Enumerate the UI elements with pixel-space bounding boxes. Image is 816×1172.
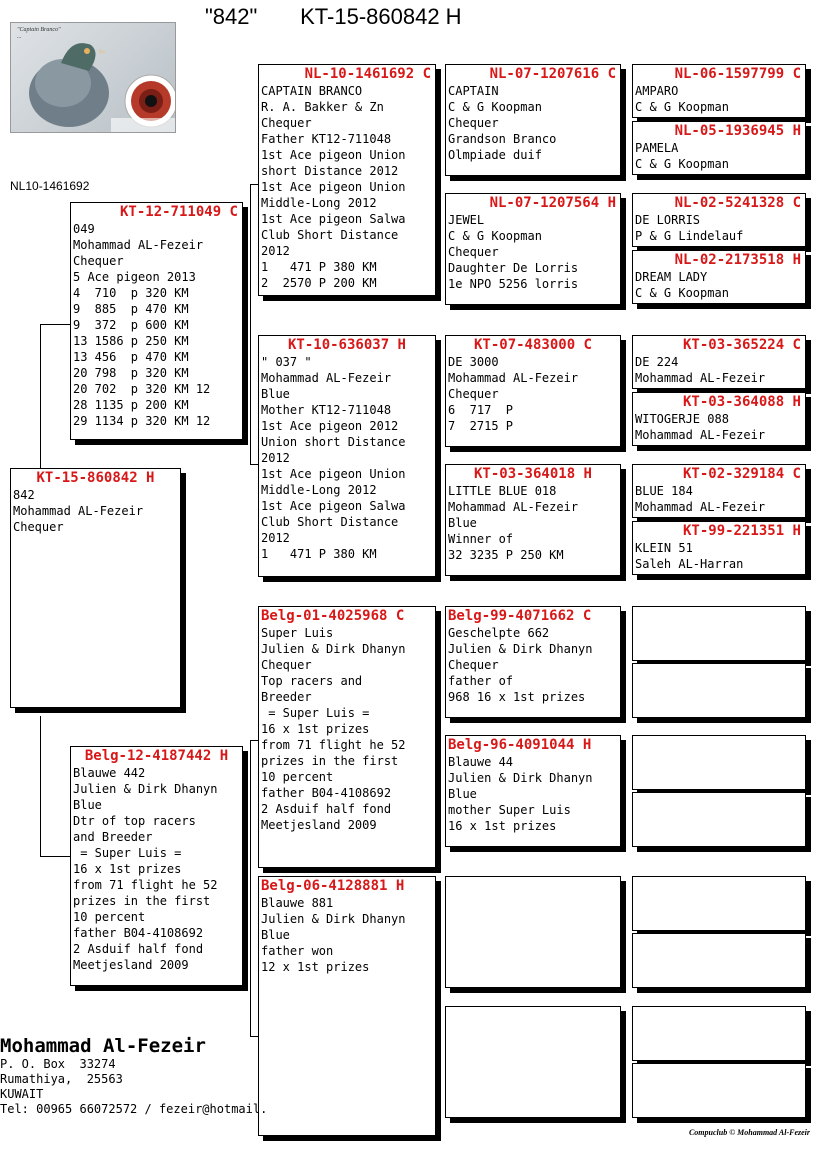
- card-line: Breeder: [261, 690, 312, 704]
- pedigree-card-g4-8[interactable]: [632, 521, 806, 575]
- pedigree-card-g4-15[interactable]: [632, 1006, 806, 1061]
- footer-copyright: Compuclub © Mohammad Al-Fezeir: [688, 1128, 810, 1137]
- card-line: 049: [73, 222, 95, 236]
- card-line: 2 2570 P 200 KM: [261, 276, 377, 290]
- card-line: father B04-4108692: [73, 926, 204, 940]
- card-line: 16 x 1st prizes: [73, 862, 182, 876]
- pedigree-card-g4-7[interactable]: [632, 464, 806, 518]
- card-line: AMPARO: [635, 84, 679, 98]
- ring-number: KT-10-636037 H: [287, 337, 406, 353]
- card-line: Middle-Long 2012: [261, 196, 377, 210]
- card-line: P & G Lindelauf: [635, 229, 744, 243]
- card-line: Mohammad AL-Fezeir: [448, 371, 579, 385]
- pedigree-card-g3-2[interactable]: [445, 193, 621, 305]
- card-line: 1st Ace pigeon Union: [261, 467, 406, 481]
- card-line: Chequer: [261, 116, 312, 130]
- card-line: Julien & Dirk Dhanyn: [448, 642, 593, 656]
- card-line: Saleh AL-Harran: [635, 557, 744, 571]
- card-line: Club Short Distance: [261, 228, 399, 242]
- card-line: 29 1134 p 320 KM 12: [73, 414, 211, 428]
- card-line: 1 471 P 380 KM: [261, 260, 377, 274]
- connector-g3a: [624, 92, 625, 150]
- card-line: CAPTAIN: [448, 84, 499, 98]
- card-line: JEWEL: [448, 213, 485, 227]
- card-line: prizes in the first: [261, 754, 399, 768]
- card-line: 2012: [261, 244, 290, 258]
- ring-number: NL-06-1597799 C: [674, 66, 801, 82]
- connector-sire-dam-h: [250, 464, 258, 465]
- connector-subject-dam-h: [40, 856, 70, 857]
- connector-sire-parents: [250, 184, 251, 464]
- ring-number: NL-07-1207616 C: [489, 66, 616, 82]
- card-line: 28 1135 p 200 KM: [73, 398, 189, 412]
- card-line: 2012: [261, 531, 290, 545]
- pedigree-card-sire[interactable]: [70, 202, 243, 440]
- pedigree-card-g4-10[interactable]: [632, 663, 806, 718]
- pigeon-ring-title: KT-15-860842 H: [300, 4, 462, 29]
- ring-number: NL-10-1461692 C: [304, 66, 431, 82]
- pedigree-card-g4-14[interactable]: [632, 933, 806, 988]
- card-line: Mohammad AL-Fezeir: [13, 504, 144, 518]
- card-line: 1st Ace pigeon Union: [261, 180, 406, 194]
- pedigree-card-sire-dam[interactable]: [258, 335, 436, 577]
- connector-sire-sire-h: [250, 184, 258, 185]
- owner-address-line: P. O. Box 33274: [0, 1057, 116, 1071]
- pigeon-photo: [10, 22, 176, 133]
- ring-number: KT-03-365224 C: [682, 337, 801, 353]
- card-line: = Super Luis =: [73, 846, 182, 860]
- pedigree-card-dam-sire[interactable]: [258, 606, 436, 868]
- connector-dam-parents: [250, 740, 251, 1036]
- card-line: Middle-Long 2012: [261, 483, 377, 497]
- ring-number: NL-07-1207564 H: [489, 195, 616, 211]
- card-line: Julien & Dirk Dhanyn: [73, 782, 218, 796]
- card-line: DE 224: [635, 355, 679, 369]
- ring-number: KT-02-329184 C: [682, 466, 801, 482]
- card-line: prizes in the first: [73, 894, 211, 908]
- card-line: Blauwe 44: [448, 755, 514, 769]
- pedigree-card-g4-12[interactable]: [632, 792, 806, 847]
- pedigree-card-g3-8[interactable]: [445, 1006, 621, 1118]
- pedigree-card-g4-13[interactable]: [632, 876, 806, 931]
- ring-number: KT-03-364018 H: [473, 466, 592, 482]
- card-line: Father KT12-711048: [261, 132, 392, 146]
- ring-number: Belg-06-4128881 H: [261, 878, 405, 894]
- card-line: 7 2715 P: [448, 419, 514, 433]
- card-line: 1e NPO 5256 lorris: [448, 277, 579, 291]
- card-line: Union short Distance: [261, 435, 406, 449]
- connector-g3f: [624, 763, 625, 821]
- card-line: 16 x 1st prizes: [448, 819, 557, 833]
- pedigree-card-g4-5[interactable]: [632, 335, 806, 389]
- card-line: 842: [13, 488, 35, 502]
- card-line: BLUE 184: [635, 484, 693, 498]
- pedigree-card-g4-2[interactable]: [632, 121, 806, 175]
- pigeon-name-title: "842": [205, 4, 258, 29]
- card-line: mother Super Luis: [448, 803, 571, 817]
- pigeon-image: [11, 23, 176, 133]
- card-line: Chequer: [448, 116, 499, 130]
- pedigree-card-g3-6[interactable]: [445, 735, 621, 847]
- reference-number: NL10-1461692: [10, 179, 90, 193]
- connector-g2d: [437, 934, 438, 1068]
- card-line: Mohammad AL-Fezeir: [448, 500, 579, 514]
- ring-number: Belg-99-4071662 C: [448, 608, 592, 624]
- card-line: 16 x 1st prizes: [261, 722, 370, 736]
- card-line: = Super Luis =: [261, 706, 370, 720]
- connector-subject-dam: [40, 716, 41, 856]
- card-line: Super Luis: [261, 626, 334, 640]
- card-line: 968 16 x 1st prizes: [448, 690, 586, 704]
- card-line: 2012: [261, 451, 290, 465]
- card-line: Blue: [261, 928, 290, 942]
- pedigree-card-g4-6[interactable]: [632, 392, 806, 446]
- card-line: from 71 flight he 52: [73, 878, 218, 892]
- card-line: Olmpiade duif: [448, 148, 542, 162]
- ring-number: NL-05-1936945 H: [674, 123, 801, 139]
- card-line: 20 702 p 320 KM 12: [73, 382, 211, 396]
- pedigree-card-g4-16[interactable]: [632, 1063, 806, 1118]
- ring-number: KT-07-483000 C: [473, 337, 592, 353]
- connector-subject-sire-h: [40, 324, 70, 325]
- card-line: Mohammad AL-Fezeir: [635, 428, 766, 442]
- card-line: Blauwe 881: [261, 896, 334, 910]
- card-line: 2 Asduif half fond: [261, 802, 392, 816]
- ring-number: NL-02-5241328 C: [674, 195, 801, 211]
- card-line: Julien & Dirk Dhanyn: [261, 642, 406, 656]
- card-line: DE LORRIS: [635, 213, 701, 227]
- owner-contact: [0, 1035, 267, 1117]
- card-line: Chequer: [448, 245, 499, 259]
- card-line: Daughter De Lorris: [448, 261, 579, 275]
- card-line: C & G Koopman: [448, 100, 542, 114]
- connector-g3c: [624, 363, 625, 421]
- card-line: 1st Ace pigeon Salwa: [261, 212, 406, 226]
- connector-subject-sire: [40, 324, 41, 470]
- card-line: Julien & Dirk Dhanyn: [448, 771, 593, 785]
- card-line: 1st Ace pigeon Union: [261, 148, 406, 162]
- ring-number: KT-03-364088 H: [682, 394, 801, 410]
- card-line: KLEIN 51: [635, 541, 693, 555]
- pedigree-card-g4-11[interactable]: [632, 735, 806, 790]
- card-line: 10 percent: [73, 910, 146, 924]
- card-line: Geschelpte 662: [448, 626, 550, 640]
- card-line: PAMELA: [635, 141, 679, 155]
- card-line: Mohammad AL-Fezeir: [635, 500, 766, 514]
- card-line: father won: [261, 944, 334, 958]
- card-line: C & G Koopman: [635, 286, 729, 300]
- owner-phone-email: Tel: 00965 66072572 / fezeir@hotmail.: [0, 1102, 268, 1116]
- card-line: 6 717 P: [448, 403, 514, 417]
- connector-g3g: [624, 903, 625, 961]
- ring-number: KT-15-860842 H: [36, 470, 155, 486]
- ring-number: Belg-01-4025968 C: [261, 608, 405, 624]
- card-line: C & G Koopman: [635, 157, 729, 171]
- ring-number: KT-12-711049 C: [119, 204, 238, 220]
- card-line: 10 percent: [261, 770, 334, 784]
- card-line: Chequer: [448, 658, 499, 672]
- card-line: Chequer: [73, 254, 124, 268]
- card-line: 20 798 p 320 KM: [73, 366, 189, 380]
- card-line: 1st Ace pigeon 2012: [261, 419, 399, 433]
- card-line: " 037 ": [261, 355, 312, 369]
- card-line: Meetjesland 2009: [73, 958, 189, 972]
- owner-name: Mohammad Al-Fezeir: [0, 1035, 206, 1057]
- pedigree-card-g4-3[interactable]: [632, 193, 806, 247]
- card-line: Chequer: [448, 387, 499, 401]
- card-line: 2 Asduif half fond: [73, 942, 204, 956]
- card-line: Blauwe 442: [73, 766, 146, 780]
- card-line: Mother KT12-711048: [261, 403, 392, 417]
- card-line: short Distance 2012: [261, 164, 399, 178]
- pedigree-card-subject[interactable]: [10, 468, 181, 708]
- card-line: DREAM LADY: [635, 270, 708, 284]
- connector-g3h: [624, 1034, 625, 1092]
- ring-number: Belg-96-4091044 H: [448, 737, 592, 753]
- card-line: Top racers and: [261, 674, 363, 688]
- card-line: WITOGERJE 088: [635, 412, 729, 426]
- card-line: 5 Ace pigeon 2013: [73, 270, 196, 284]
- card-line: 12 x 1st prizes: [261, 960, 370, 974]
- card-line: and Breeder: [73, 830, 153, 844]
- card-line: Blue: [261, 387, 290, 401]
- connector-g2c: [437, 670, 438, 800]
- card-line: 9 372 p 600 KM: [73, 318, 189, 332]
- card-line: 32 3235 P 250 KM: [448, 548, 564, 562]
- card-line: 1 471 P 380 KM: [261, 547, 377, 561]
- pedigree-card-g4-9[interactable]: [632, 606, 806, 661]
- page-title: [205, 4, 462, 30]
- card-line: Winner of: [448, 532, 514, 546]
- connector-g3e: [624, 634, 625, 692]
- pedigree-card-g3-7[interactable]: [445, 876, 621, 988]
- card-line: Mohammad AL-Fezeir: [73, 238, 204, 252]
- card-line: Meetjesland 2009: [261, 818, 377, 832]
- card-line: Dtr of top racers: [73, 814, 196, 828]
- card-line: 1st Ace pigeon Salwa: [261, 499, 406, 513]
- connector-g2a: [437, 114, 438, 252]
- pedigree-card-g3-1[interactable]: [445, 64, 621, 176]
- pedigree-card-g3-5[interactable]: [445, 606, 621, 718]
- connector-g3d: [624, 492, 625, 550]
- pedigree-card-dam[interactable]: [70, 746, 243, 986]
- pedigree-card-g3-4[interactable]: [445, 464, 621, 576]
- card-line: Blue: [448, 516, 477, 530]
- connector-dam-sire-h: [250, 740, 258, 741]
- card-line: R. A. Bakker & Zn: [261, 100, 384, 114]
- card-line: C & G Koopman: [448, 229, 542, 243]
- pedigree-card-sire-sire[interactable]: [258, 64, 436, 296]
- card-line: 13 456 p 470 KM: [73, 350, 189, 364]
- card-line: father of: [448, 674, 514, 688]
- ring-number: Belg-12-4187442 H: [84, 748, 229, 764]
- card-line: Mohammad AL-Fezeir: [261, 371, 392, 385]
- pedigree-card-g4-4[interactable]: [632, 250, 806, 304]
- card-line: 13 1586 p 250 KM: [73, 334, 189, 348]
- card-line: LITTLE BLUE 018: [448, 484, 557, 498]
- photo-caption: "Captain Branco" ...: [17, 27, 61, 40]
- card-line: Blue: [73, 798, 102, 812]
- card-line: father B04-4108692: [261, 786, 392, 800]
- card-line: 9 885 p 470 KM: [73, 302, 189, 316]
- pedigree-card-g4-1[interactable]: [632, 64, 806, 118]
- card-line: CAPTAIN BRANCO: [261, 84, 363, 98]
- card-line: from 71 flight he 52: [261, 738, 406, 752]
- card-line: Julien & Dirk Dhanyn: [261, 912, 406, 926]
- owner-address-line: KUWAIT: [0, 1087, 44, 1101]
- card-line: Chequer: [13, 520, 64, 534]
- connector-g3b: [624, 221, 625, 279]
- pedigree-card-g3-3[interactable]: [445, 335, 621, 447]
- card-line: Club Short Distance: [261, 515, 399, 529]
- card-line: Mohammad AL-Fezeir: [635, 371, 766, 385]
- ring-number: NL-02-2173518 H: [674, 252, 801, 268]
- card-line: DE 3000: [448, 355, 499, 369]
- owner-address-line: Rumathiya, 25563: [0, 1072, 123, 1086]
- card-line: Chequer: [261, 658, 312, 672]
- card-line: C & G Koopman: [635, 100, 729, 114]
- card-line: Grandson Branco: [448, 132, 557, 146]
- card-line: Blue: [448, 787, 477, 801]
- card-line: 4 710 p 320 KM: [73, 286, 189, 300]
- ring-number: KT-99-221351 H: [682, 523, 801, 539]
- connector-g2b: [437, 396, 438, 534]
- pedigree-card-dam-dam[interactable]: [258, 876, 436, 1136]
